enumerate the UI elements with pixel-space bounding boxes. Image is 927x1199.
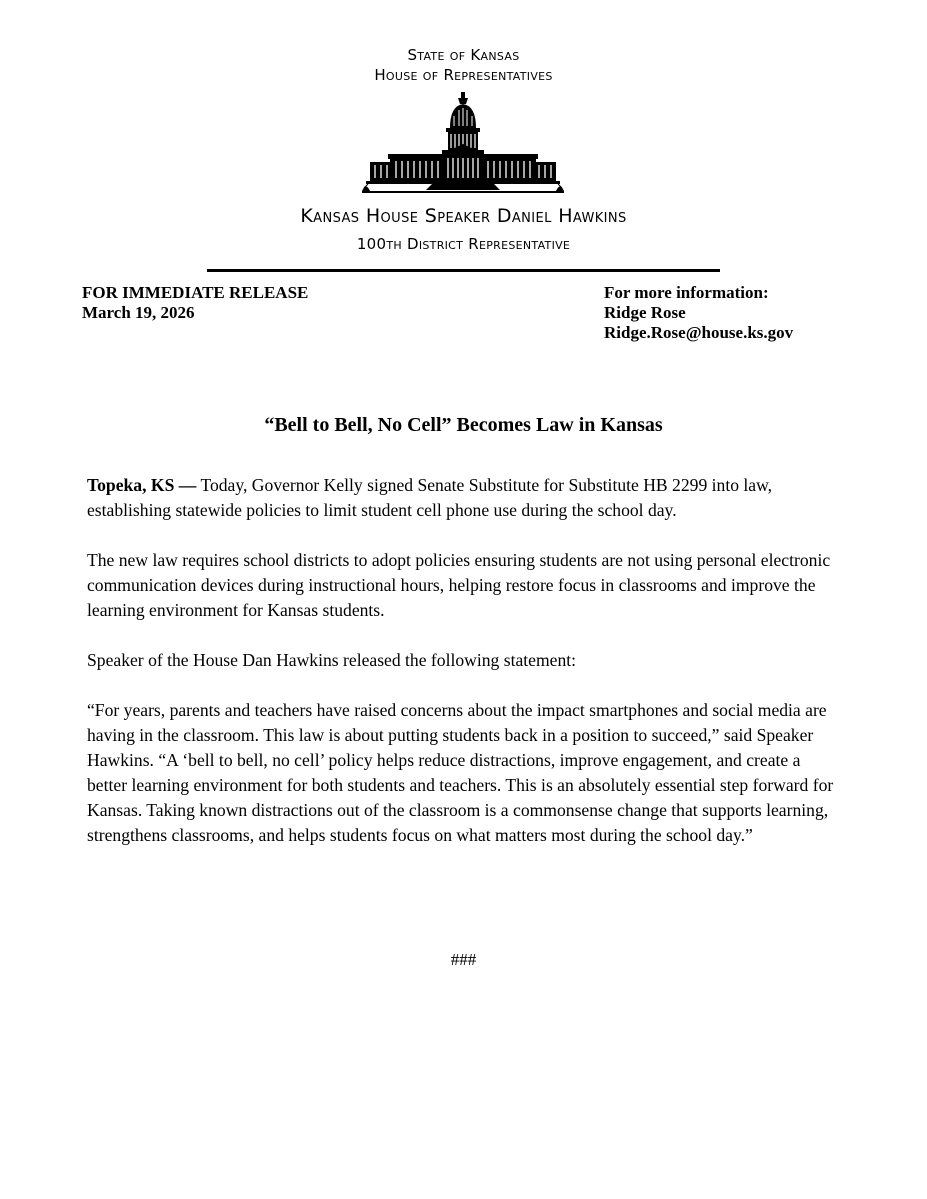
press-release-body <box>87 473 835 873</box>
contact-name: Ridge Rose <box>604 303 686 322</box>
lead-text: Today, Governor Kelly signed Senate Substitute for Substitute HB 2299 into law, establishing statewide policies to limit student cell phone use during the school day. <box>87 475 773 520</box>
letterhead-speaker: Kansas House Speaker Daniel Hawkins <box>300 205 627 227</box>
end-mark: ### <box>450 950 477 969</box>
contact-label: For more information: <box>604 283 769 302</box>
release-info <box>82 283 308 323</box>
capitol-building-icon <box>362 92 564 196</box>
paragraph-3: Speaker of the House Dan Hawkins released the following statement: <box>87 650 577 670</box>
headline: “Bell to Bell, No Cell” Becomes Law in Kansas <box>264 414 663 436</box>
contact-email[interactable]: Ridge.Rose@house.ks.gov <box>604 323 794 342</box>
letterhead-state: State of Kansas <box>407 46 520 64</box>
lead-paragraph <box>87 473 835 523</box>
release-date: March 19, 2026 <box>82 303 195 322</box>
release-label: FOR IMMEDIATE RELEASE <box>82 283 309 302</box>
paragraph-2: The new law requires school districts to adopt policies ensuring students are not using personal electronic communication devices during instructional hours, helping restore focus in classrooms and improve the learning environment for Kansas students. <box>87 550 831 620</box>
speaker-quote: “For years, parents and teachers have raised concerns about the impact smartphones and social media are having in the classroom. This law is about putting students back in a position to succeed,” said Speaker Hawkins. “A ‘bell to bell, no cell’ policy helps reduce distractions, improve engagement, and create a better learning environment for both students and teachers. This is an absolutely essential step forward for Kansas. Taking known distractions out of the classroom is a commonsense change that supports learning, strengthens classrooms, and helps students focus on what matters most during the school day.” <box>87 700 834 845</box>
contact-info <box>604 283 793 343</box>
letterhead-district: 100th District Representative <box>356 235 571 253</box>
header-divider <box>207 269 720 272</box>
letterhead-chamber: House of Representatives <box>374 66 553 84</box>
dateline: Topeka, KS — <box>87 475 197 495</box>
